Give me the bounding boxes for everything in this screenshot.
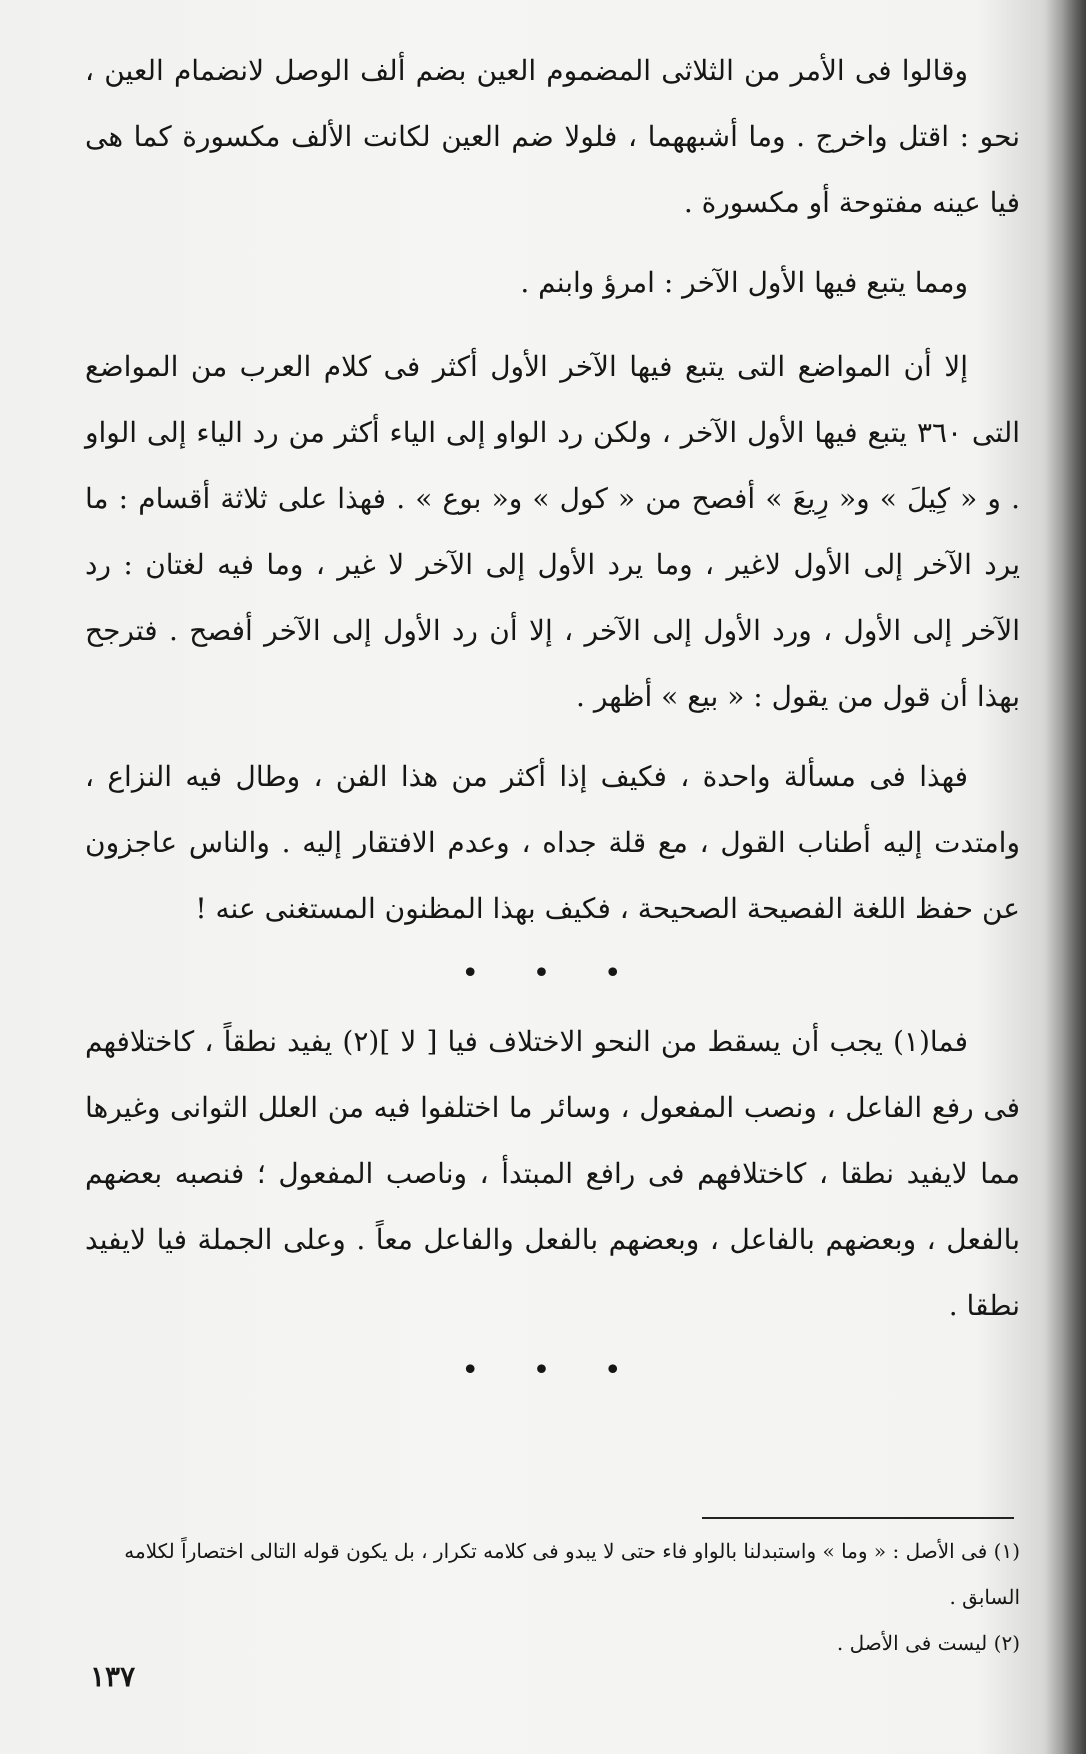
footnotes xyxy=(90,1528,1020,1666)
page-edge-shadow xyxy=(1046,0,1086,1754)
footnote-divider xyxy=(702,1517,1014,1519)
paragraph-3: إلا أن المواضع التى يتبع فيها الآخر الأول أكثر فى كلام العرب من المواضع التى ٣٦٠ يتبع فيها الأول الآخر ، ولكن رد الواو إلى الياء أكثر من رد الياء إلى الواو . و « كِيلَ » و« رِيعَ » أفصح من « كول » و« بوع » . فهذا على ثلاثة أقسام : ما يرد الآخر إلى الأول لاغير ، وما يرد الأول إلى الآخر لا غير ، وما فيه لغتان : رد الآخر إلى الأول ، ورد الأول إلى الآخر ، إلا أن رد الأول إلى الآخر أفصح . فترجح بهذا أن قول من يقول : « بيع » أظهر . xyxy=(85,350,1020,713)
paragraph-2: ومما يتبع فيها الأول الآخر : امرؤ وابنم . xyxy=(520,266,968,299)
footnote-1: (١) فى الأصل : « وما » واستبدلنا بالواو فاء حتى لا يبدو فى كلامه تكرار ، بل يكون قوله التالى اختصاراً لكلامه السابق . xyxy=(124,1539,1020,1609)
paragraph-5: فما(١) يجب أن يسقط من النحو الاختلاف فيا [ لا ](٢) يفيد نطقاً ، كاختلافهم فى رفع الفاعل ، ونصب المفعول ، وسائر ما اختلفوا فيه من العلل الثوانى وغيرها مما لايفيد نطقا ، كاختلافهم فى رافع المبتدأ ، وناصب المفعول ؛ فنصبه بعضهم بالفعل ، وبعضهم بالفاعل ، وبعضهم بالفعل والفاعل معاً . وعلى الجملة فيا لايفيد نطقا . xyxy=(85,1025,1020,1322)
footnote-2: (٢) ليست فى الأصل . xyxy=(836,1631,1020,1655)
page-number: ١٣٧ xyxy=(90,1660,136,1693)
paragraph-4: فهذا فى مسألة واحدة ، فكيف إذا أكثر من هذا الفن ، وطال فيه النزاع ، وامتدت إليه أطناب القول ، مع قلة جداه ، وعدم الافتقار إليه . والناس عاجزون عن حفظ اللغة الفصيحة الصحيحة ، فكيف بهذا المظنون المستغنى عنه ! xyxy=(85,760,1020,925)
section-separator-1: • • • xyxy=(461,956,644,991)
section-separator-2: • • • xyxy=(461,1353,644,1388)
paragraph-1: وقالوا فى الأمر من الثلاثى المضموم العين بضم ألف الوصل لانضمام العين ، نحو : اقتل واخرج . وما أشبههما ، فلولا ضم العين لكانت الألف مكسورة كما هى فيا عينه مفتوحة أو مكسورة . xyxy=(85,54,1020,219)
main-text xyxy=(85,38,1020,1406)
